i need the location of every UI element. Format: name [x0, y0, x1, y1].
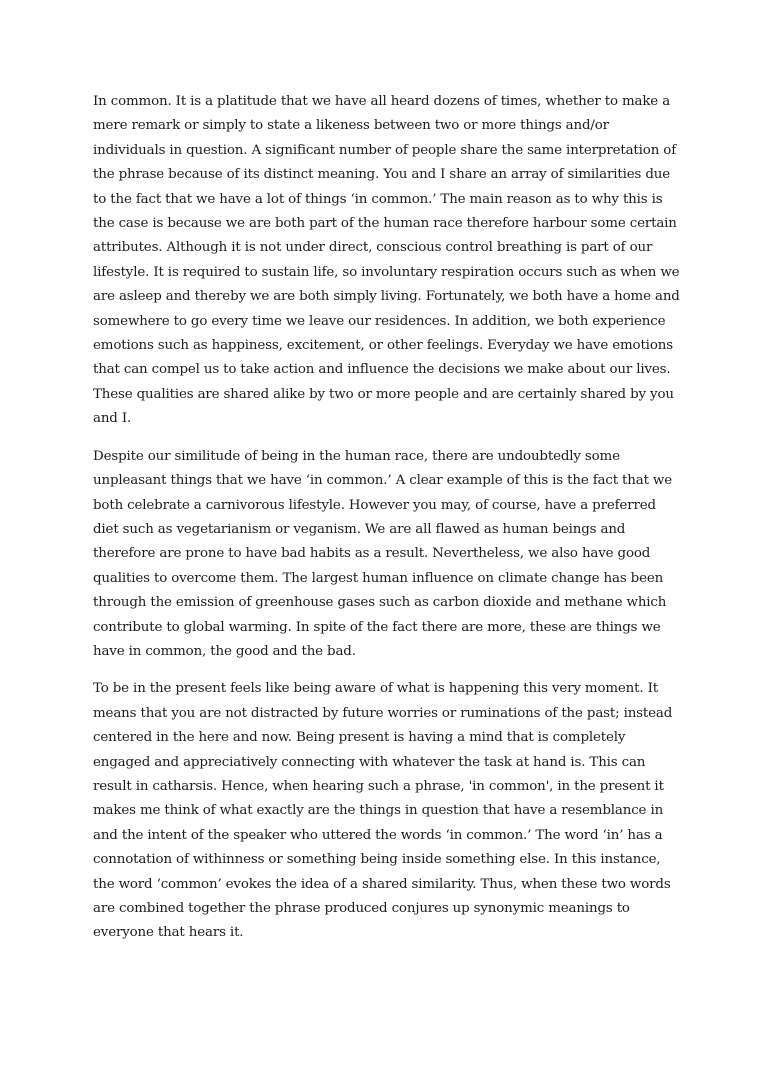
paragraph-being-present: To be in the present feels like being aware of what is happening this very moment. It means that you are not distracted by future worries or ruminations of the past; instead centered in the here and now. Being present is having a mind that is completely engaged and appreciatively connecting with whatever the task at hand is. This can result in catharsis. Hence, when hearing such a phrase, 'in common', in the present it makes me think of what exactly are the things in question that have a resemblance in and the intent of the speaker who uttered the words ‘in common.’ The word ‘in’ has a connotation of withinness or something being inside something else. In this instance, the word ‘common’ evokes the idea of a shared similarity. Thus, when these two words are combined together the phrase produced conjures up synonymic meanings to everyone that hears it. — [93, 681, 673, 941]
paragraph-in-common: In common. It is a platitude that we have all heard dozens of times, whether to make a mere remark or simply to state a likeness between two or more things and/or individuals in question. A significant number of people share the same interpretation of the phrase because of its distinct meaning. You and I share an array of similarities due to the fact that we have a lot of things ‘in common.’ The main reason as to why this is the case is because we are both part of the human race therefore harbour some certain attributes. Although it is not under direct, conscious control breathing is part of our lifestyle. It is required to sustain life, so involuntary respiration occurs such as when we are asleep and thereby we are both simply living. Fortunately, we both have a home and somewhere to go every time we leave our residences. In addition, we both experience emotions such as happiness, excitement, or other feelings. Everyday we have emotions that can compel us to take action and influence the decisions we make about our lives. These qualities are shared alike by two or more people and are certainly shared by you and I. — [93, 94, 680, 427]
paragraph-unpleasant-things: Despite our similitude of being in the human race, there are undoubtedly some unpleasant things that we have ‘in common.’ A clear example of this is the fact that we both celebrate a carnivorous lifestyle. However you may, of course, have a preferred diet such as vegetarianism or veganism. We are all flawed as human beings and therefore are prone to have bad habits as a result. Nevertheless, we also have good qualities to overcome them. The largest human influence on climate change has been through the emission of greenhouse gases such as carbon dioxide and methane which contribute to global warming. In spite of the fact there are more, these are things we have in common, the good and the bad. — [93, 448, 672, 659]
document-body — [93, 90, 683, 959]
